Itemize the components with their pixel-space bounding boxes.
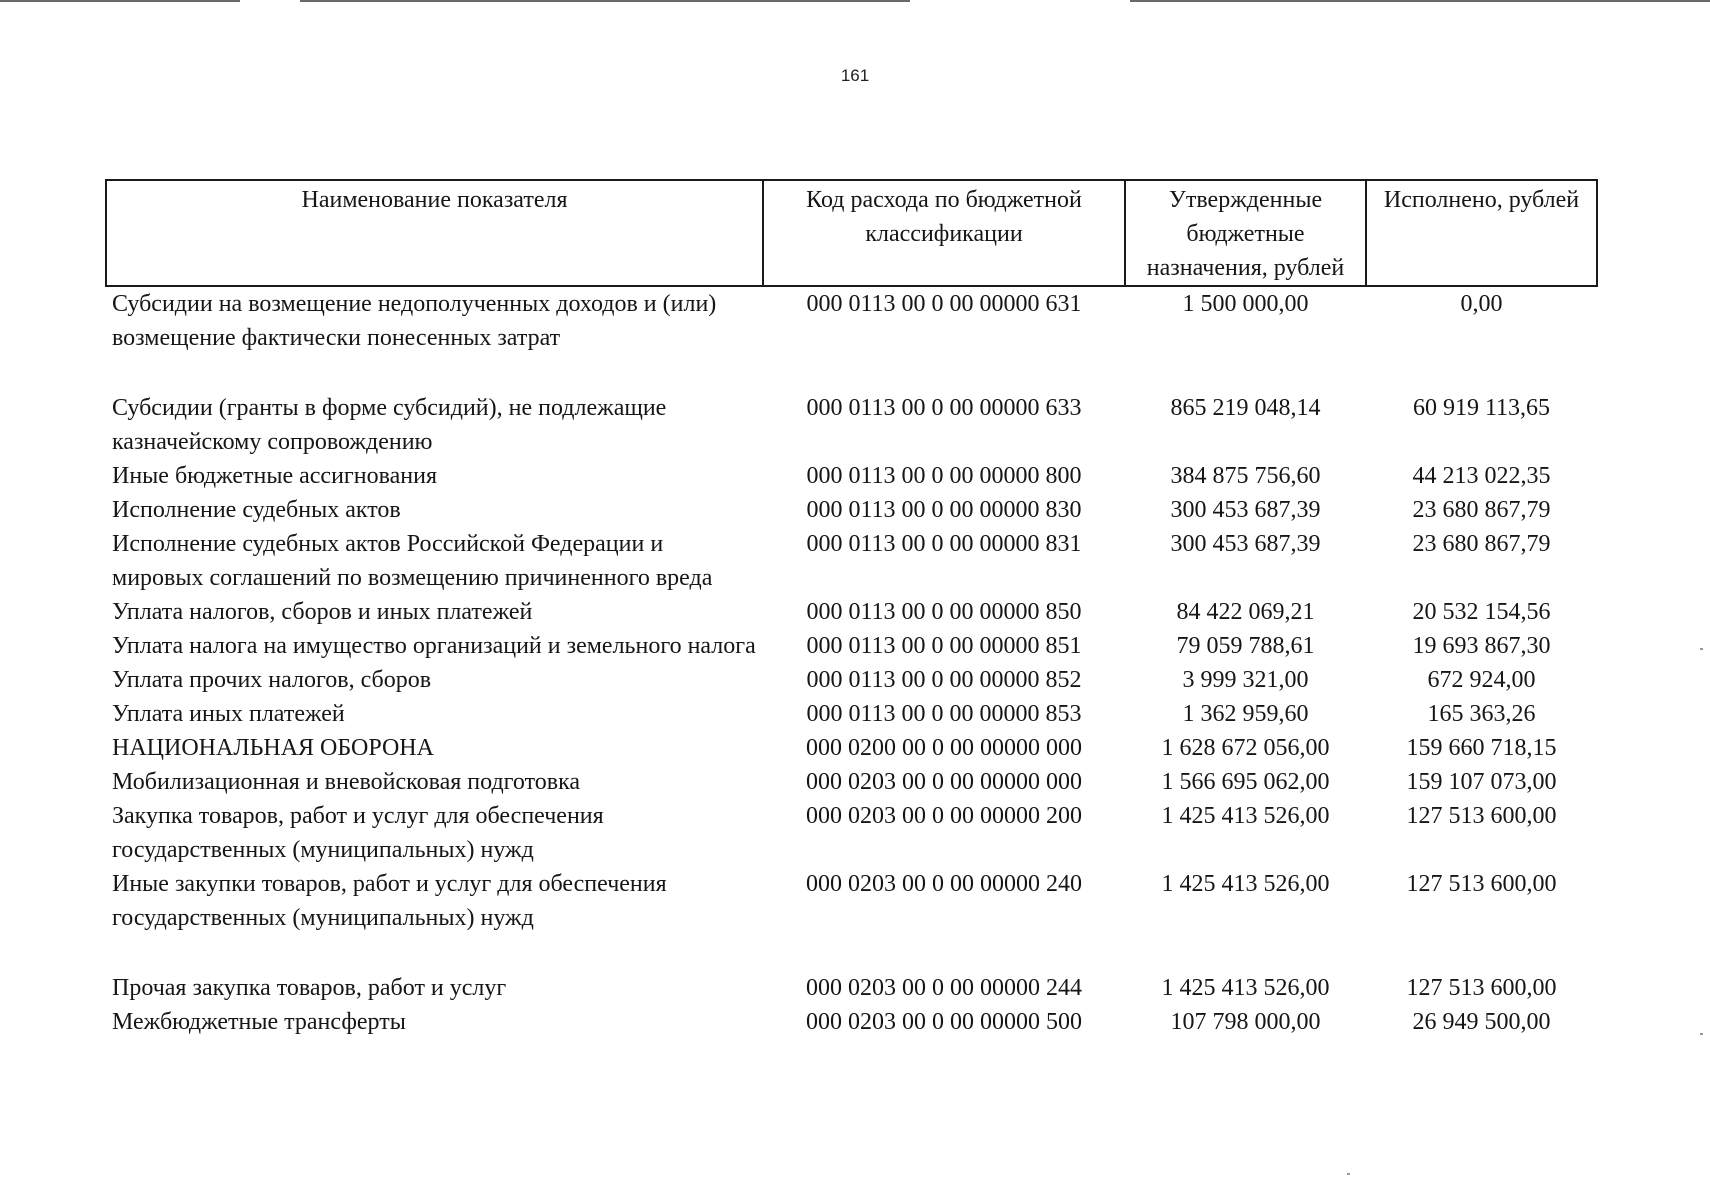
row-approved: 107 798 000,00	[1170, 1009, 1321, 1035]
row-name: Закупка товаров, работ и услуг для обеспечения государственных (муниципальных) нужд	[112, 803, 604, 863]
scan-edge	[300, 0, 910, 2]
row-approved: 1 500 000,00	[1182, 291, 1309, 317]
row-executed: 44 213 022,35	[1412, 463, 1551, 489]
row-name: Исполнение судебных актов	[112, 497, 401, 523]
scan-speck	[1700, 1033, 1703, 1035]
table-row	[106, 459, 1597, 493]
row-executed: 0,00	[1460, 291, 1503, 317]
row-code: 000 0113 00 0 00 00000 633	[806, 395, 1082, 421]
row-executed: 127 513 600,00	[1406, 871, 1557, 897]
row-approved: 1 425 413 526,00	[1161, 803, 1330, 829]
table-row	[106, 971, 1597, 1005]
row-code: 000 0113 00 0 00 00000 631	[806, 291, 1082, 317]
table-row	[106, 765, 1597, 799]
page-number: 161	[840, 66, 870, 85]
row-executed: 159 107 073,00	[1406, 769, 1557, 795]
row-name: Уплата налога на имущество организаций и земельного налога	[112, 633, 756, 659]
row-code: 000 0203 00 0 00 00000 000	[806, 769, 1082, 795]
row-approved: 1 425 413 526,00	[1161, 871, 1330, 897]
row-code: 000 0203 00 0 00 00000 244	[806, 975, 1082, 1001]
row-code: 000 0113 00 0 00 00000 851	[806, 633, 1082, 659]
row-approved: 1 425 413 526,00	[1161, 975, 1330, 1001]
row-code: 000 0203 00 0 00 00000 200	[806, 803, 1082, 829]
row-name: Межбюджетные трансферты	[112, 1009, 406, 1035]
row-executed: 20 532 154,56	[1412, 599, 1551, 625]
header-approved-amount: Утвержденные бюджетные назначения, рублей	[1125, 180, 1366, 286]
row-code: 000 0113 00 0 00 00000 852	[806, 667, 1082, 693]
table-row	[106, 391, 1597, 459]
header-executed-amount: Исполнено, рублей	[1366, 180, 1597, 286]
row-code: 000 0203 00 0 00 00000 240	[806, 871, 1082, 897]
row-approved: 865 219 048,14	[1170, 395, 1321, 421]
row-name: Исполнение судебных актов Российской Федерации и мировых соглашений по возмещению причиненного вреда	[112, 531, 713, 591]
row-executed: 165 363,26	[1427, 701, 1536, 727]
row-approved: 1 628 672 056,00	[1161, 735, 1330, 761]
budget-table-container	[105, 179, 1596, 1039]
row-approved: 1 566 695 062,00	[1161, 769, 1330, 795]
row-executed: 23 680 867,79	[1412, 497, 1551, 523]
table-row	[106, 1005, 1597, 1039]
row-name: Иные бюджетные ассигнования	[112, 463, 437, 489]
row-name: Уплата прочих налогов, сборов	[112, 667, 432, 693]
row-executed: 19 693 867,30	[1412, 633, 1551, 659]
header-expense-code: Код расхода по бюджетной классификации	[763, 180, 1125, 286]
row-approved: 84 422 069,21	[1176, 599, 1315, 625]
row-code: 000 0113 00 0 00 00000 831	[806, 531, 1082, 557]
budget-execution-table	[105, 179, 1598, 1039]
row-executed: 23 680 867,79	[1412, 531, 1551, 557]
table-row	[106, 731, 1597, 765]
table-row	[106, 697, 1597, 731]
table-row	[106, 595, 1597, 629]
row-name: Уплата иных платежей	[112, 701, 345, 727]
row-approved: 79 059 788,61	[1176, 633, 1315, 659]
row-approved: 3 999 321,00	[1182, 667, 1309, 693]
row-name: Мобилизационная и вневойсковая подготовка	[112, 769, 581, 795]
row-executed: 127 513 600,00	[1406, 803, 1557, 829]
table-row	[106, 663, 1597, 697]
scan-edge	[1130, 0, 1710, 2]
row-name: Субсидии на возмещение недополученных доходов и (или) возмещение фактически понесенных затрат	[112, 291, 717, 351]
row-name: НАЦИОНАЛЬНАЯ ОБОРОНА	[112, 735, 434, 761]
row-name: Субсидии (гранты в форме субсидий), не подлежащие казначейскому сопровождению	[112, 395, 667, 455]
row-name: Уплата налогов, сборов и иных платежей	[112, 599, 533, 625]
table-row	[106, 527, 1597, 595]
header-indicator-name: Наименование показателя	[106, 180, 763, 286]
row-approved: 300 453 687,39	[1170, 497, 1321, 523]
row-code: 000 0203 00 0 00 00000 500	[806, 1009, 1082, 1035]
row-approved: 384 875 756,60	[1170, 463, 1321, 489]
row-approved: 1 362 959,60	[1182, 701, 1309, 727]
row-executed: 159 660 718,15	[1406, 735, 1557, 761]
row-executed: 60 919 113,65	[1412, 395, 1551, 421]
scan-speck	[1700, 648, 1703, 650]
table-row	[106, 493, 1597, 527]
row-code: 000 0113 00 0 00 00000 853	[806, 701, 1082, 727]
row-code: 000 0113 00 0 00 00000 850	[806, 599, 1082, 625]
row-approved: 300 453 687,39	[1170, 531, 1321, 557]
scan-speck	[1347, 1173, 1350, 1175]
row-name: Иные закупки товаров, работ и услуг для обеспечения государственных (муниципальных) нужд	[112, 871, 667, 931]
scan-edge	[0, 0, 240, 2]
row-executed: 127 513 600,00	[1406, 975, 1557, 1001]
row-code: 000 0200 00 0 00 00000 000	[806, 735, 1082, 761]
row-code: 000 0113 00 0 00 00000 800	[806, 463, 1082, 489]
row-executed: 26 949 500,00	[1412, 1009, 1551, 1035]
table-row	[106, 799, 1597, 867]
table-row	[106, 867, 1597, 971]
row-code: 000 0113 00 0 00 00000 830	[806, 497, 1082, 523]
row-executed: 672 924,00	[1427, 667, 1536, 693]
table-header-row	[106, 180, 1597, 286]
table-row	[106, 629, 1597, 663]
row-name: Прочая закупка товаров, работ и услуг	[112, 975, 507, 1001]
table-row	[106, 286, 1597, 391]
